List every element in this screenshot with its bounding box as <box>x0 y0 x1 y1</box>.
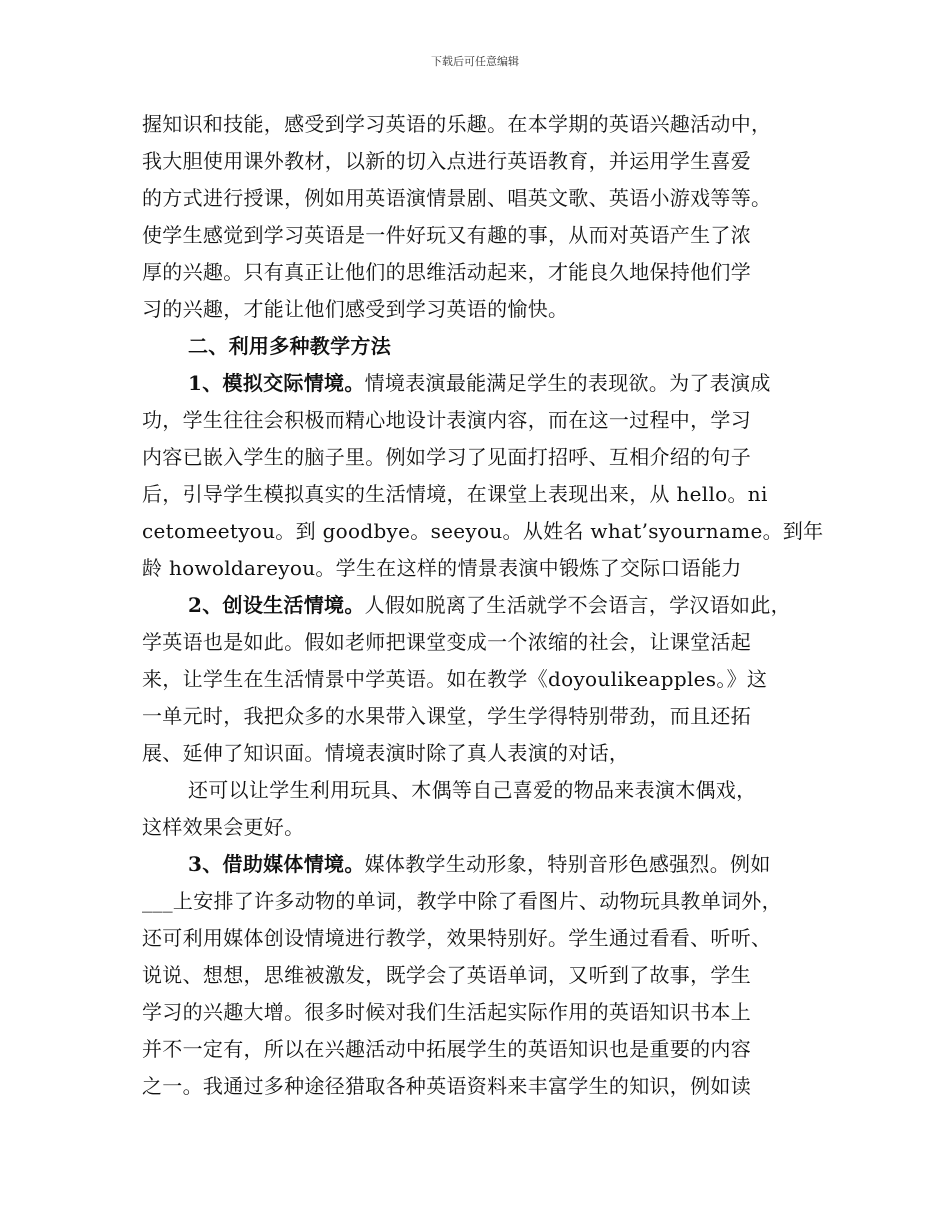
document-body <box>142 106 832 1105</box>
text-line: 并不一定有，所以在兴趣活动中拓展学生的英语知识也是重要的内容 <box>142 1037 751 1061</box>
text-line: 说说、想想，思维被激发，既学会了英语单词，又听到了故事，学生 <box>142 963 751 987</box>
text-line: 后，引导学生模拟真实的生活情境，在课堂上表现出来，从 hello。ni <box>142 482 768 506</box>
text-line: 功，学生往往会积极而精心地设计表演内容，而在这一过程中，学习 <box>142 408 751 432</box>
subheading: 2、创设生活情境。 <box>188 593 365 617</box>
text-line: 还可利用媒体创设情境进行教学，效果特别好。学生通过看看、听听、 <box>142 926 772 950</box>
subheading: 1、模拟交际情境。 <box>188 371 365 395</box>
text-line: 之一。我通过多种途径猎取各种英语资料来丰富学生的知识，例如读 <box>142 1074 751 1098</box>
text-line: 学英语也是如此。假如老师把课堂变成一个浓缩的社会，让课堂活起 <box>142 630 751 654</box>
text-line: 还可以让学生利用玩具、木偶等自己喜爱的物品来表演木偶戏， <box>188 778 757 802</box>
text-line: ___上安排了许多动物的单词，教学中除了看图片、动物玩具教单词外， <box>142 889 782 913</box>
text-line: 学习的兴趣大增。很多时候对我们生活起实际作用的英语知识书本上 <box>142 1000 751 1024</box>
text-line: cetomeetyou。到 goodbye。seeyou。从姓名 what’syourname。到年 <box>142 519 824 543</box>
text-line: 龄 howoldareyou。学生在这样的情景表演中锻炼了交际口语能力 <box>142 556 742 580</box>
text-line: 的方式进行授课，例如用英语演情景剧、唱英文歌、英语小游戏等等。 <box>142 186 772 210</box>
subheading: 3、借助媒体情境。 <box>188 852 365 876</box>
page-header: 下载后可任意编辑 <box>431 55 519 68</box>
text-line: 握知识和技能，感受到学习英语的乐趣。在本学期的英语兴趣活动中， <box>142 112 772 136</box>
paragraph-first-line <box>142 365 832 402</box>
text-line: 来，让学生在生活情景中学英语。如在教学《doyoulikeapples。》这 <box>142 667 768 691</box>
text-span: 媒体教学生动形象，特别音形色感强烈。例如 <box>364 852 771 876</box>
text-span: 人假如脱离了生活就学不会语言，学汉语如此， <box>364 593 791 617</box>
text-line: 我大胆使用课外教材，以新的切入点进行英语教育，并运用学生喜爱 <box>142 149 751 173</box>
text-line: 使学生感觉到学习英语是一件好玩又有趣的事，从而对英语产生了浓 <box>142 223 751 247</box>
text-span: 情境表演最能满足学生的表现欲。为了表演成 <box>364 371 771 395</box>
paragraph-first-line <box>142 846 832 883</box>
text-line: 习的兴趣，才能让他们感受到学习英语的愉快。 <box>142 297 569 321</box>
text-line: 一单元时，我把众多的水果带入课堂，学生学得特别带劲，而且还拓 <box>142 704 751 728</box>
text-line: 展、延伸了知识面。情境表演时除了真人表演的对话， <box>142 741 630 765</box>
section-heading: 二、利用多种教学方法 <box>188 334 391 358</box>
text-line: 这样效果会更好。 <box>142 815 305 839</box>
paragraph-first-line <box>142 587 832 624</box>
text-line: 内容已嵌入学生的脑子里。例如学习了见面打招呼、互相介绍的句子 <box>142 445 751 469</box>
text-line: 厚的兴趣。只有真正让他们的思维活动起来，才能良久地保持他们学 <box>142 260 751 284</box>
